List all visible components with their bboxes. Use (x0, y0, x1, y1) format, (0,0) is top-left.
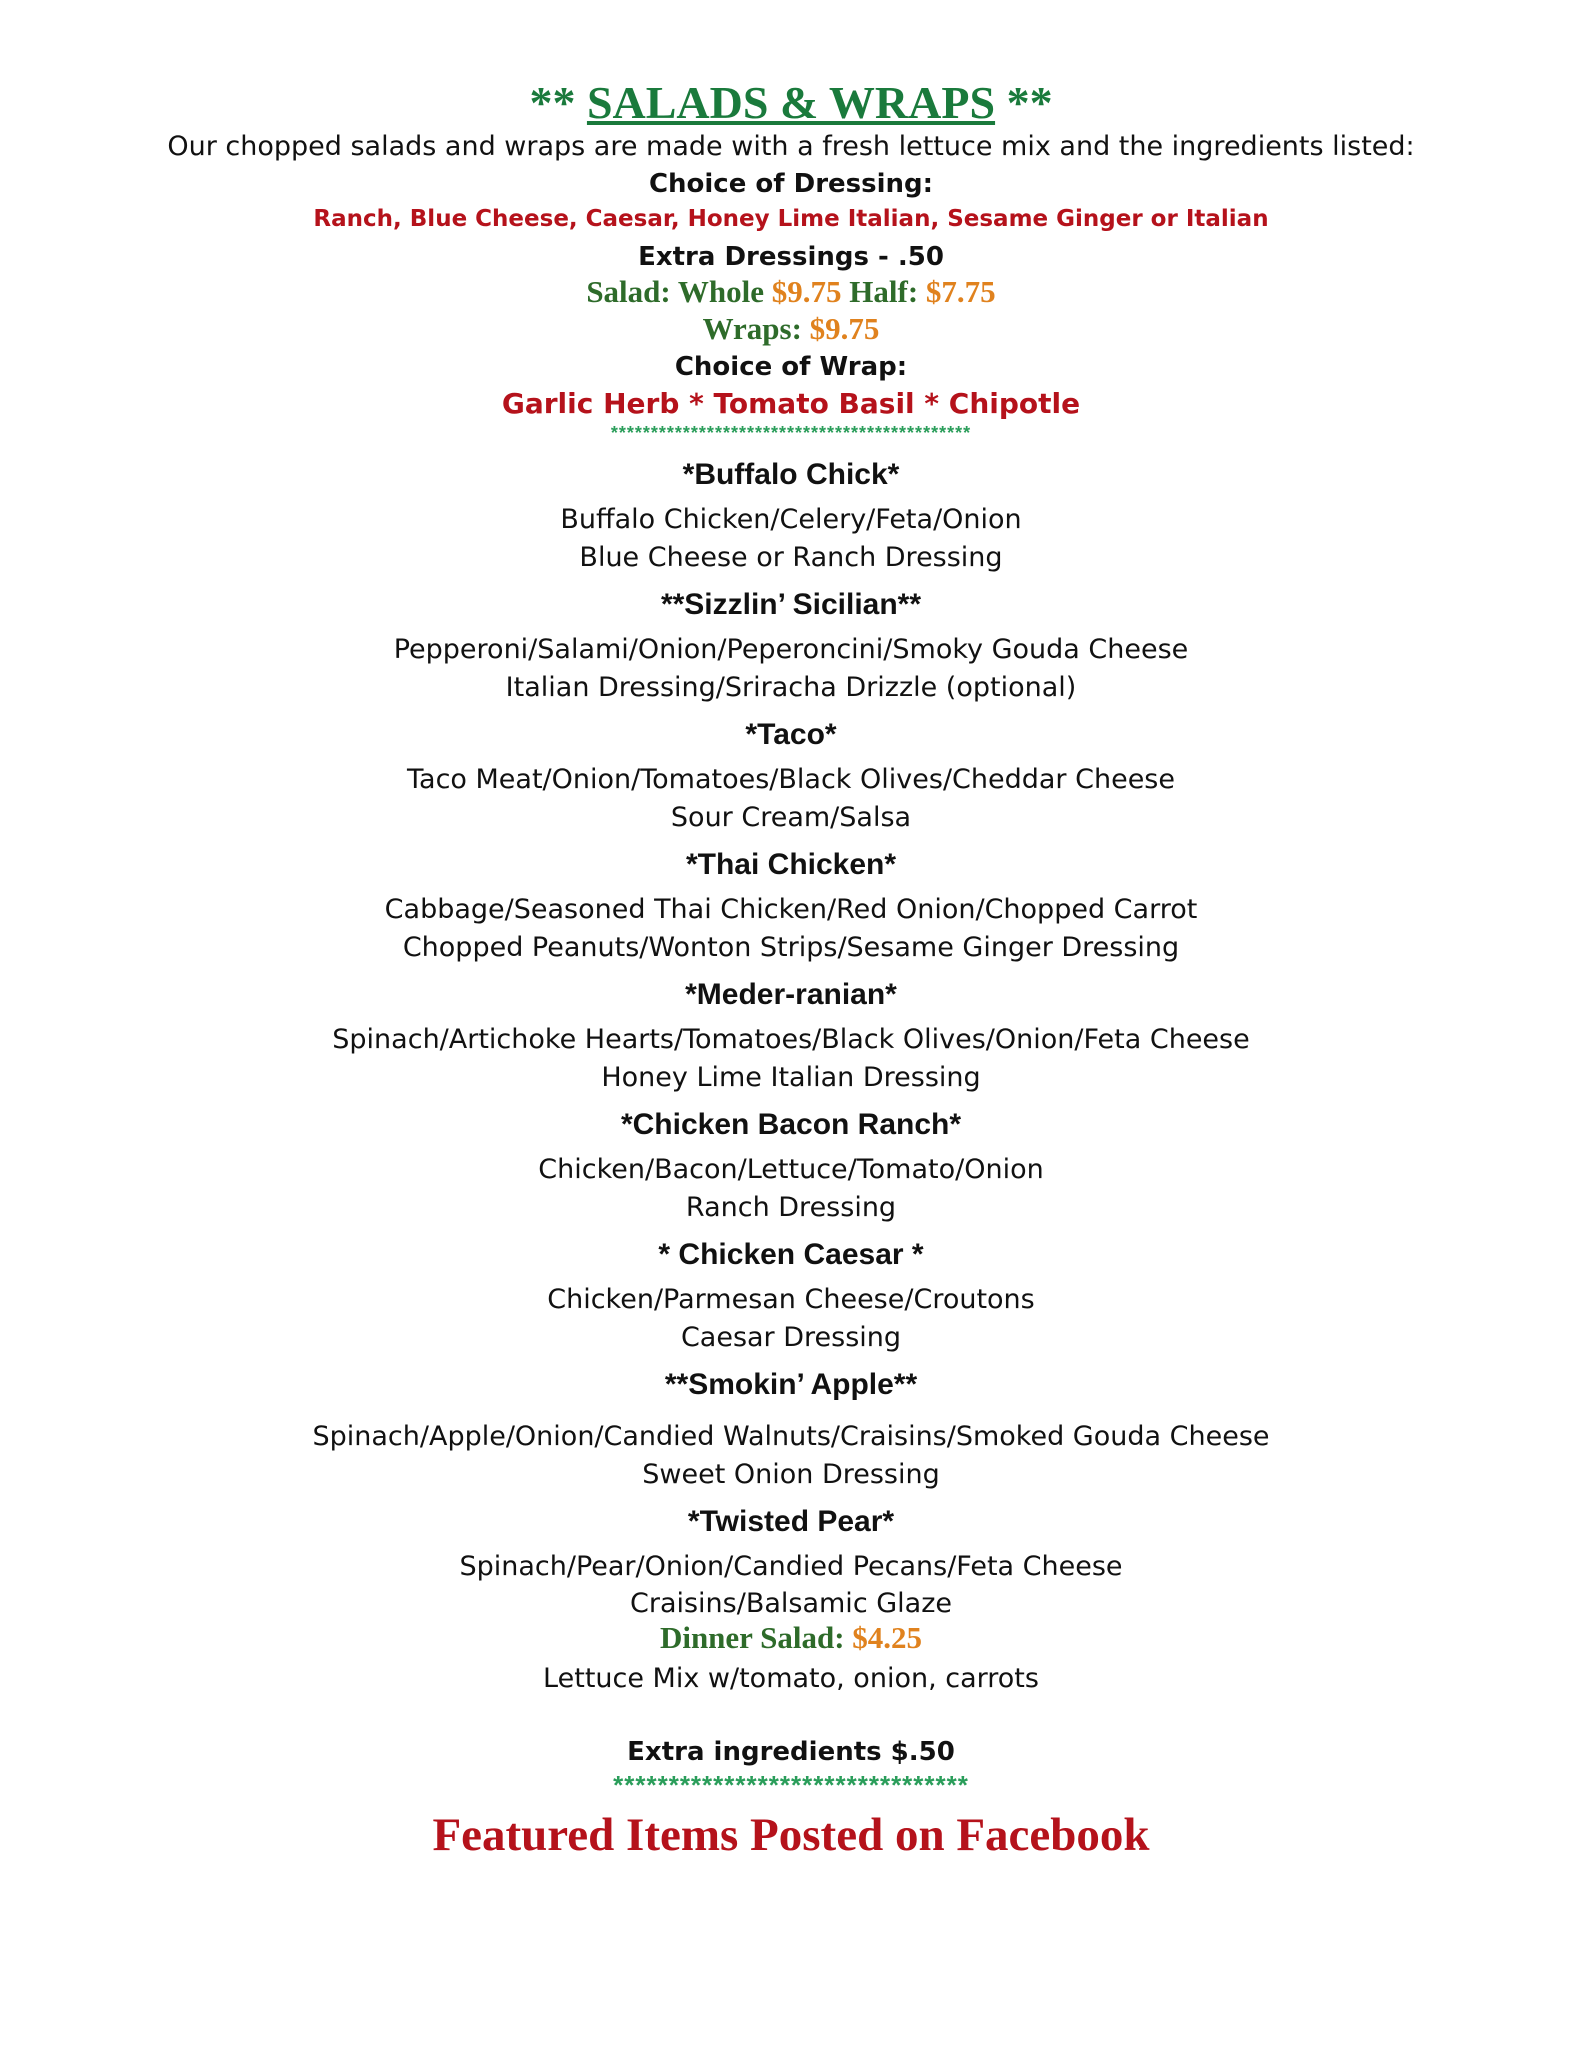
extra-ingredients: Extra ingredients $.50 (627, 1737, 955, 1767)
dinner-salad-desc: Lettuce Mix w/tomato, onion, carrots (543, 1663, 1039, 1694)
dinner-salad-line (0, 1620, 1582, 1656)
item-name-chicken-bacon-ranch: *Chicken Bacon Ranch* (620, 1108, 962, 1141)
wrap-options: Garlic Herb * Tomato Basil * Chipotle (501, 387, 1081, 420)
item-name-chicken-caesar: * Chicken Caesar * (658, 1238, 924, 1271)
item-ingredients: Spinach/Apple/Onion/Candied Walnuts/Craisins/Smoked Gouda Cheese (312, 1421, 1270, 1452)
item-ingredients: Spinach/Artichoke Hearts/Tomatoes/Black Olives/Onion/Feta Cheese (332, 1024, 1250, 1055)
item-dressing: Sour Cream/Salsa (670, 802, 912, 833)
item-dressing: Honey Lime Italian Dressing (601, 1062, 981, 1093)
wrap-label: Choice of Wrap: (674, 352, 908, 382)
divider-top: ********************************************* (610, 423, 972, 443)
intro-text: Our chopped salads and wraps are made with a fresh lettuce mix and the ingredients listed: (167, 131, 1415, 162)
item-ingredients: Buffalo Chicken/Celery/Feta/Onion (560, 504, 1022, 535)
wraps-label: Wraps: (702, 311, 810, 346)
dinner-salad-price: $4.25 (852, 1620, 923, 1655)
page-title (0, 76, 1582, 129)
item-ingredients: Taco Meat/Onion/Tomatoes/Black Olives/Cheddar Cheese (407, 764, 1175, 795)
item-name-buffalo-chick: *Buffalo Chick* (682, 458, 900, 491)
item-name-sizzlin-sicilian: **Sizzlin’ Sicilian** (660, 588, 922, 621)
item-ingredients: Spinach/Pear/Onion/Candied Pecans/Feta Cheese (459, 1551, 1123, 1582)
salad-price-line (0, 274, 1582, 310)
dressing-options: Ranch, Blue Cheese, Caesar, Honey Lime Italian, Sesame Ginger or Italian (313, 206, 1269, 232)
wraps-price-line (0, 311, 1582, 347)
item-dressing: Blue Cheese or Ranch Dressing (579, 542, 1003, 573)
salad-whole-price: $9.75 (771, 274, 842, 309)
title-prefix: ** (529, 77, 587, 128)
wraps-price: $9.75 (809, 311, 880, 346)
dinner-salad-label: Dinner Salad: (659, 1620, 853, 1655)
item-dressing: Italian Dressing/Sriracha Drizzle (optional) (505, 672, 1077, 703)
item-ingredients: Pepperoni/Salami/Onion/Peperoncini/Smoky Gouda Cheese (393, 634, 1189, 665)
featured-facebook-note: Featured Items Posted on Facebook (432, 1809, 1150, 1861)
divider-bottom: ******************************** (613, 1770, 969, 1800)
item-dressing: Ranch Dressing (685, 1192, 897, 1223)
dressing-label: Choice of Dressing: (648, 169, 934, 199)
extra-dressings: Extra Dressings - .50 (638, 242, 944, 272)
item-dressing: Chopped Peanuts/Wonton Strips/Sesame Ginger Dressing (402, 932, 1180, 963)
item-ingredients: Chicken/Bacon/Lettuce/Tomato/Onion (538, 1154, 1044, 1185)
item-name-taco: *Taco* (745, 718, 837, 751)
item-dressing: Caesar Dressing (680, 1322, 902, 1353)
item-name-meder-ranian: *Meder-ranian* (685, 978, 897, 1011)
item-dressing: Sweet Onion Dressing (642, 1459, 940, 1490)
item-name-twisted-pear: *Twisted Pear* (687, 1505, 895, 1538)
item-name-thai-chicken: *Thai Chicken* (685, 848, 897, 881)
item-ingredients: Cabbage/Seasoned Thai Chicken/Red Onion/Chopped Carrot (384, 894, 1198, 925)
salad-half-price: $7.75 (925, 274, 996, 309)
item-ingredients: Chicken/Parmesan Cheese/Croutons (547, 1284, 1035, 1315)
title-main: SALADS & WRAPS (586, 77, 996, 128)
salad-whole-label: Salad: Whole (586, 274, 772, 309)
item-name-smokin-apple: **Smokin’ Apple** (664, 1368, 918, 1401)
title-suffix: ** (995, 77, 1053, 128)
salad-half-label: Half: (841, 274, 926, 309)
item-dressing: Craisins/Balsamic Glaze (629, 1588, 952, 1619)
